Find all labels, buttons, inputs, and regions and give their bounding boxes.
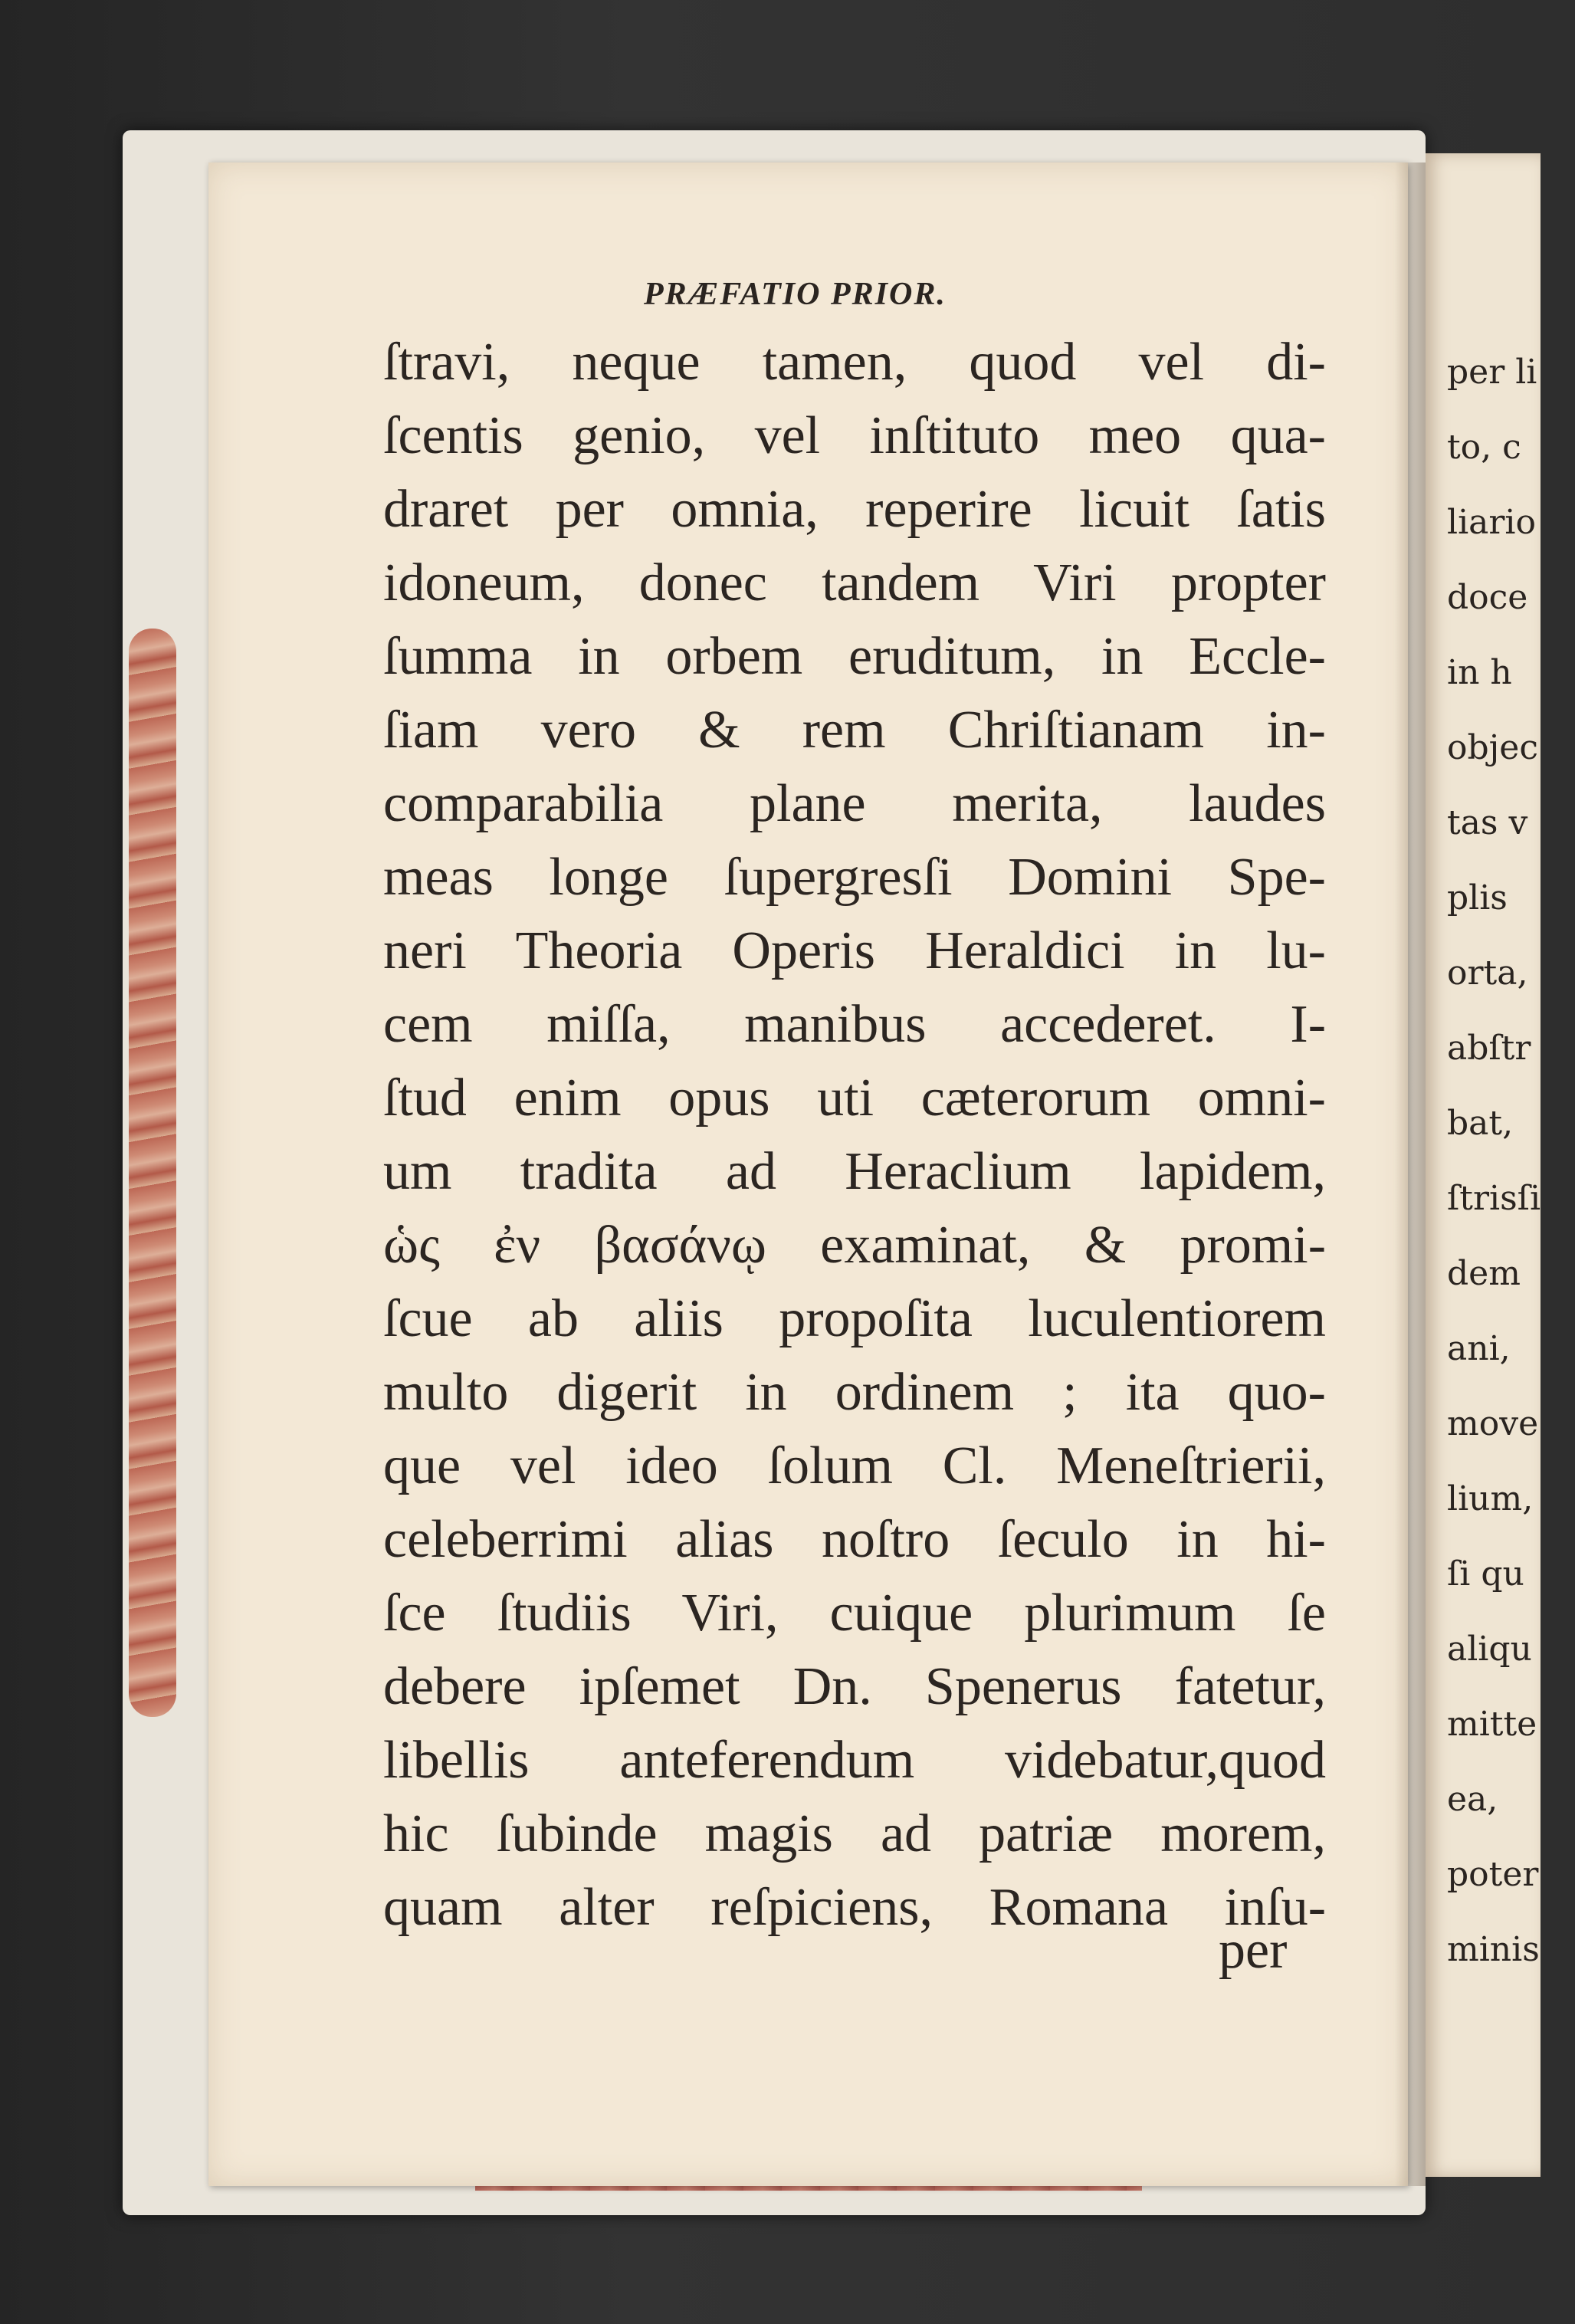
facing-line: in h [1447, 653, 1512, 692]
text-line: celeberrimi alias noſtro ſeculo in hi- [383, 1510, 1326, 1569]
text-line: meas longe ſupergresſi Domini Spe- [383, 848, 1326, 907]
facing-line: dem [1447, 1254, 1521, 1293]
facing-line: bat, [1447, 1104, 1514, 1143]
gutter-shadow [1395, 162, 1426, 2186]
text-line: ſtravi, neque tamen, quod vel di- [383, 333, 1326, 392]
text-line: ſiam vero & rem Chriſtianam in- [383, 701, 1326, 760]
text-line: multo digerit in ordinem ; ita quo- [383, 1363, 1326, 1422]
text-line: draret per omnia, reperire licuit ſatis [383, 480, 1326, 539]
text-line: ſumma in orbem eruditum, in Eccle- [383, 627, 1326, 686]
facing-line: objec [1447, 728, 1538, 767]
text-line: comparabilia plane merita, laudes [383, 774, 1326, 833]
facing-line: abſtr [1447, 1029, 1531, 1068]
text-line: hic ſubinde magis ad patriæ morem, [383, 1804, 1326, 1863]
text-line: ſce ſtudiis Viri, cuique plurimum ſe [383, 1584, 1326, 1643]
facing-line: per li [1447, 353, 1537, 392]
facing-line: poter [1447, 1855, 1539, 1894]
text-line: idoneum, donec tandem Viri propter [383, 553, 1326, 612]
facing-line: move [1447, 1404, 1539, 1443]
text-line: ſcentis genio, vel inſtituto meo qua- [383, 406, 1326, 465]
facing-line: mitte [1447, 1705, 1537, 1744]
facing-page [1426, 153, 1541, 2177]
text-line: que vel ideo ſolum Cl. Meneſtrierii, [383, 1436, 1326, 1495]
facing-line: lium, [1447, 1479, 1534, 1518]
facing-line: ſi qu [1447, 1554, 1524, 1594]
facing-line: orta, [1447, 954, 1528, 993]
text-line: cem miſſa, manibus accederet. I- [383, 995, 1326, 1054]
running-head: PRÆFATIO PRIOR. [644, 277, 947, 312]
text-line: neri Theoria Operis Heraldici in lu- [383, 921, 1326, 980]
marbled-edge [129, 629, 176, 1717]
facing-line: liario [1447, 503, 1536, 542]
facing-line: ani, [1447, 1329, 1511, 1368]
facing-line: plis [1447, 878, 1508, 917]
facing-line: to, c [1447, 428, 1521, 467]
text-line: debere ipſemet Dn. Spenerus fatetur, [383, 1657, 1326, 1716]
facing-line: minis [1447, 1930, 1540, 1969]
text-line: quam alter reſpiciens, Romana inſu- [383, 1878, 1326, 1937]
facing-line: ea, [1447, 1780, 1498, 1819]
text-line: um tradita ad Heraclium lapidem, [383, 1142, 1326, 1201]
facing-line: tas v [1447, 803, 1528, 842]
text-line: ὡς ἐν βασάνῳ examinat, & promi- [383, 1216, 1326, 1275]
text-line: libellis anteferendum videbatur,quod [383, 1731, 1326, 1790]
facing-line: ſtrisſi [1447, 1179, 1541, 1218]
text-line: ſcue ab aliis propoſita luculentiorem [383, 1289, 1326, 1348]
facing-line: doce [1447, 578, 1528, 617]
facing-line: aliqu [1447, 1630, 1532, 1669]
catchword: per [1219, 1921, 1288, 1980]
text-line: ſtud enim opus uti cæterorum omni- [383, 1068, 1326, 1128]
